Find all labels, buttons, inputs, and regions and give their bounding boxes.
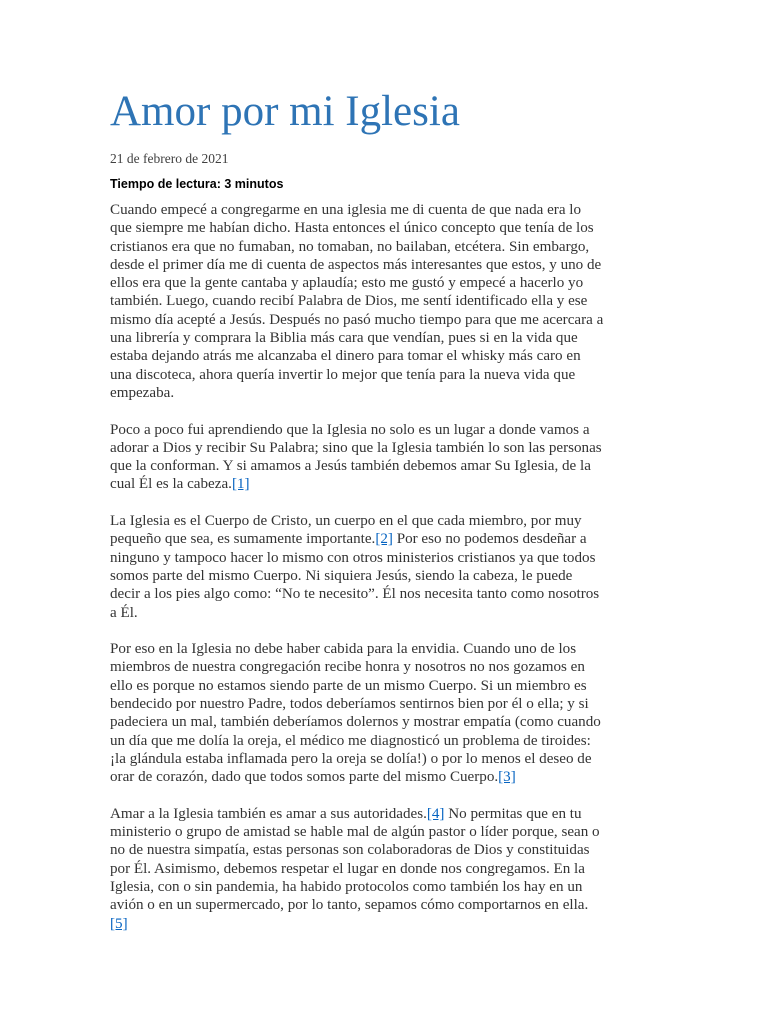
- text-line: [110, 860, 662, 878]
- text-segment: Por eso en la Iglesia no debe haber cabida para la envidia. Cuando uno de los: [110, 641, 577, 658]
- text-segment: una discoteca, ahora quería invertir lo mejor que tenía para la nueva vida que: [110, 366, 576, 383]
- text-line: [110, 457, 662, 475]
- text-segment: a Él.: [110, 604, 138, 621]
- paragraph-gap: [110, 494, 662, 512]
- text-line: [110, 878, 662, 896]
- text-segment: ¡la glándula estaba inflamada pero la oreja se dolía!) o por lo menos el deseo de: [110, 750, 592, 767]
- text-segment: también. Luego, cuando recibí Palabra de Dios, me sentí identificado ella y ese: [110, 293, 588, 310]
- text-segment: adorar a Dios y recibir Su Palabra; sino que la Iglesia también lo son las personas: [110, 439, 602, 456]
- text-line: [110, 805, 662, 823]
- text-segment: mismo día acepté a Jesús. Después no pasó mucho tiempo para que me acercara a: [110, 311, 604, 328]
- text-segment: un día que me dolía la oreja, el médico me diagnosticó un problema de tiroides:: [110, 732, 591, 749]
- text-line: [110, 238, 662, 256]
- text-segment: ministerio o grupo de amistad se hable mal de algún pastor o líder porque, sean o: [110, 824, 600, 841]
- footnote-link[interactable]: [5]: [110, 915, 128, 932]
- text-segment: No permitas que en tu: [444, 805, 582, 822]
- footnote-link[interactable]: [2]: [375, 531, 393, 548]
- text-segment: La Iglesia es el Cuerpo de Cristo, un cuerpo en el que cada miembro, por muy: [110, 513, 582, 530]
- article-body: [110, 201, 662, 933]
- text-segment: decir a los pies algo como: “No te necesito”. Él nos necesita tanto como nosotros: [110, 586, 600, 603]
- text-line: [110, 604, 662, 622]
- text-segment: ello es porque no estamos siendo parte de un mismo Cuerpo. Si un miembro es: [110, 677, 587, 694]
- text-line: [110, 640, 662, 658]
- text-segment: no de nuestra simpatía, estas personas son colaboradoras de Dios y constituidas: [110, 842, 590, 859]
- text-line: [110, 475, 662, 493]
- text-segment: por Él. Asimismo, debemos respetar el lugar en donde nos congregamos. En la: [110, 860, 585, 877]
- text-segment: Por eso no podemos desdeñar a: [392, 531, 587, 548]
- text-segment: Cuando empecé a congregarme en una iglesia me di cuenta de que nada era lo: [110, 202, 582, 218]
- paragraph-gap: [110, 787, 662, 805]
- text-line: [110, 366, 662, 384]
- text-line: [110, 823, 662, 841]
- text-segment: Amar a la Iglesia también es amar a sus autoridades.: [110, 805, 427, 822]
- text-line: [110, 750, 662, 768]
- text-segment: ellos era que la gente cantaba y aplaudía; esto me gustó y empecé a hacerlo yo: [110, 275, 584, 292]
- text-line: [110, 274, 662, 292]
- text-line: [110, 567, 662, 585]
- text-segment: bendecido por nuestro Padre, todos deberíamos sentirnos bien por él o ella; y si: [110, 696, 589, 713]
- text-segment: padeciera un mal, también deberíamos dolernos y mostrar empatía (como cuando: [110, 714, 601, 731]
- paragraph: [110, 512, 662, 622]
- text-segment: Poco a poco fui aprendiendo que la Iglesia no solo es un lugar a donde vamos a: [110, 421, 590, 438]
- text-line: [110, 421, 662, 439]
- text-line: [110, 585, 662, 603]
- text-line: [110, 695, 662, 713]
- footnote-link[interactable]: [3]: [498, 769, 516, 786]
- text-line: [110, 329, 662, 347]
- text-segment: avión o en un supermercado, por lo tanto, sepamos cómo comportarnos en ella.: [110, 897, 589, 914]
- text-segment: una librería y comprara la Biblia más cara que vendían, pues si en la vida que: [110, 330, 578, 347]
- reading-time: Tiempo de lectura: 3 minutos: [110, 177, 284, 191]
- text-line: [110, 768, 662, 786]
- text-line: [110, 384, 662, 402]
- paragraph: [110, 421, 662, 494]
- text-line: [110, 896, 662, 914]
- text-segment: ninguno y tampoco hacer lo mismo con otros ministerios cristianos ya que todos: [110, 549, 596, 566]
- text-segment: pequeño que sea, es sumamente importante.: [110, 531, 376, 548]
- text-line: [110, 677, 662, 695]
- text-line: [110, 439, 662, 457]
- paragraph: [110, 640, 662, 786]
- text-segment: que siempre me habían dicho. Hasta entonces el único concepto que tenía de los: [110, 220, 594, 237]
- text-line: [110, 915, 662, 933]
- text-segment: empezaba.: [110, 384, 175, 401]
- footnote-link[interactable]: [4]: [426, 805, 445, 822]
- text-segment: orar de corazón, dado que todos somos parte del mismo Cuerpo.: [110, 769, 499, 786]
- text-line: [110, 256, 662, 274]
- footnote-link[interactable]: [1]: [231, 476, 250, 493]
- text-segment: estaba dejando atrás me alcanzaba el dinero para tomar el whisky más caro en: [110, 348, 581, 365]
- text-segment: que la conforman. Y si amamos a Jesús también debemos amar Su Iglesia, de la: [110, 458, 591, 475]
- paragraph: [110, 805, 662, 933]
- text-line: [110, 530, 662, 548]
- text-segment: cual Él es la cabeza.: [110, 476, 232, 493]
- text-line: [110, 347, 662, 365]
- paragraph-gap: [110, 402, 662, 420]
- article-title: Amor por mi Iglesia: [110, 88, 460, 135]
- text-line: [110, 732, 662, 750]
- text-line: [110, 658, 662, 676]
- text-segment: cristianos era que no fumaban, no tomaban, no bailaban, etcétera. Sin embargo,: [110, 238, 590, 255]
- text-line: [110, 841, 662, 859]
- text-segment: somos parte del mismo Cuerpo. Ni siquiera Jesús, siendo la cabeza, le puede: [110, 567, 573, 584]
- text-segment: Iglesia, con o sin pandemia, ha habido protocolos como también los hay en un: [110, 878, 583, 895]
- text-line: [110, 311, 662, 329]
- text-line: [110, 512, 662, 530]
- text-segment: miembros de nuestra congregación recibe honra y nosotros no nos gozamos en: [110, 659, 585, 676]
- paragraph: [110, 201, 662, 402]
- text-line: [110, 219, 662, 237]
- publish-date: 21 de febrero de 2021: [110, 151, 229, 166]
- paragraph-gap: [110, 622, 662, 640]
- text-line: [110, 292, 662, 310]
- text-line: [110, 549, 662, 567]
- text-segment: desde el primer día me di cuenta de aspectos más interesantes que estos, y uno de: [110, 256, 602, 273]
- text-line: [110, 201, 662, 219]
- text-line: [110, 713, 662, 731]
